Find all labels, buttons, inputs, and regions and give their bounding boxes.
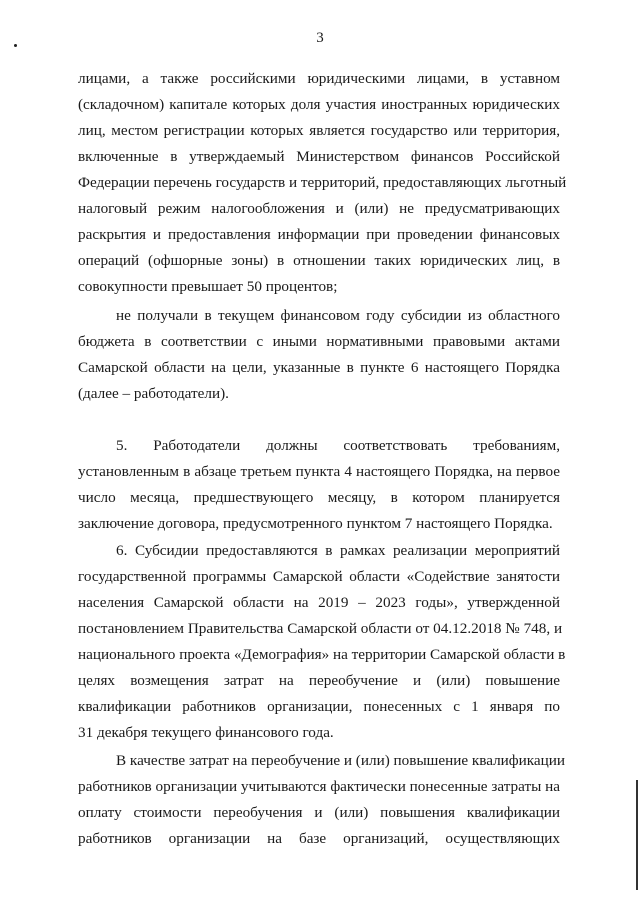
- text-line: оплату стоимости переобучения и (или) повышения квалификации: [78, 804, 560, 821]
- text-line: 5. Работодатели должны соответствовать требованиям,: [116, 437, 560, 454]
- text-line: целях возмещения затрат на переобучение и (или) повышение: [78, 672, 560, 689]
- page-number: 3: [316, 30, 324, 46]
- text-line: государственной программы Самарской области «Содействие занятости: [78, 568, 560, 585]
- text-line: В качестве затрат на переобучение и (или) повышение квалификации: [116, 752, 566, 769]
- text-line: лиц, местом регистрации которых является государство или территория,: [78, 122, 560, 139]
- text-line: установленным в абзаце третьем пункта 4 настоящего Порядка, на первое: [78, 463, 560, 480]
- text-line: включенные в утверждаемый Министерством финансов Российской: [78, 148, 560, 165]
- text-line: (далее – работодатели).: [78, 385, 229, 402]
- text-line: бюджета в соответствии с иными нормативными правовыми актами: [78, 333, 560, 350]
- text-line: работников организации на базе организаций, осуществляющих: [78, 830, 560, 847]
- scan-edge-mark: [636, 780, 638, 890]
- text-line: 6. Субсидии предоставляются в рамках реализации мероприятий: [116, 542, 560, 559]
- text-line: лицами, а также российскими юридическими лицами, в уставном: [78, 70, 560, 87]
- text-line: заключение договора, предусмотренного пунктом 7 настоящего Порядка.: [78, 515, 553, 532]
- text-line: операций (офшорные зоны) в отношении таких юридических лиц, в: [78, 252, 560, 269]
- text-line: (складочном) капитале которых доля участия иностранных юридических: [78, 96, 560, 113]
- text-line: 31 декабря текущего финансового года.: [78, 724, 334, 741]
- text-line: постановлением Правительства Самарской области от 04.12.2018 № 748, и: [78, 620, 563, 637]
- text-line: Самарской области на цели, указанные в пункте 6 настоящего Порядка: [78, 359, 560, 376]
- text-line: не получали в текущем финансовом году субсидии из областного: [116, 307, 560, 324]
- text-line: квалификации работников организации, понесенных с 1 января по: [78, 698, 560, 715]
- text-line: Федерации перечень государств и территорий, предоставляющих льготный: [78, 174, 567, 191]
- text-line: работников организации учитываются фактически понесенные затраты на: [78, 778, 560, 795]
- text-line: совокупности превышает 50 процентов;: [78, 278, 338, 295]
- text-line: населения Самарской области на 2019 – 2023 годы», утвержденной: [78, 594, 560, 611]
- text-line: национального проекта «Демография» на территории Самарской области в: [78, 646, 566, 663]
- text-line: налоговый режим налогообложения и (или) не предусматривающих: [78, 200, 560, 217]
- text-line: число месяца, предшествующего месяцу, в котором планируется: [78, 489, 560, 506]
- text-line: раскрытия и предоставления информации при проведении финансовых: [78, 226, 560, 243]
